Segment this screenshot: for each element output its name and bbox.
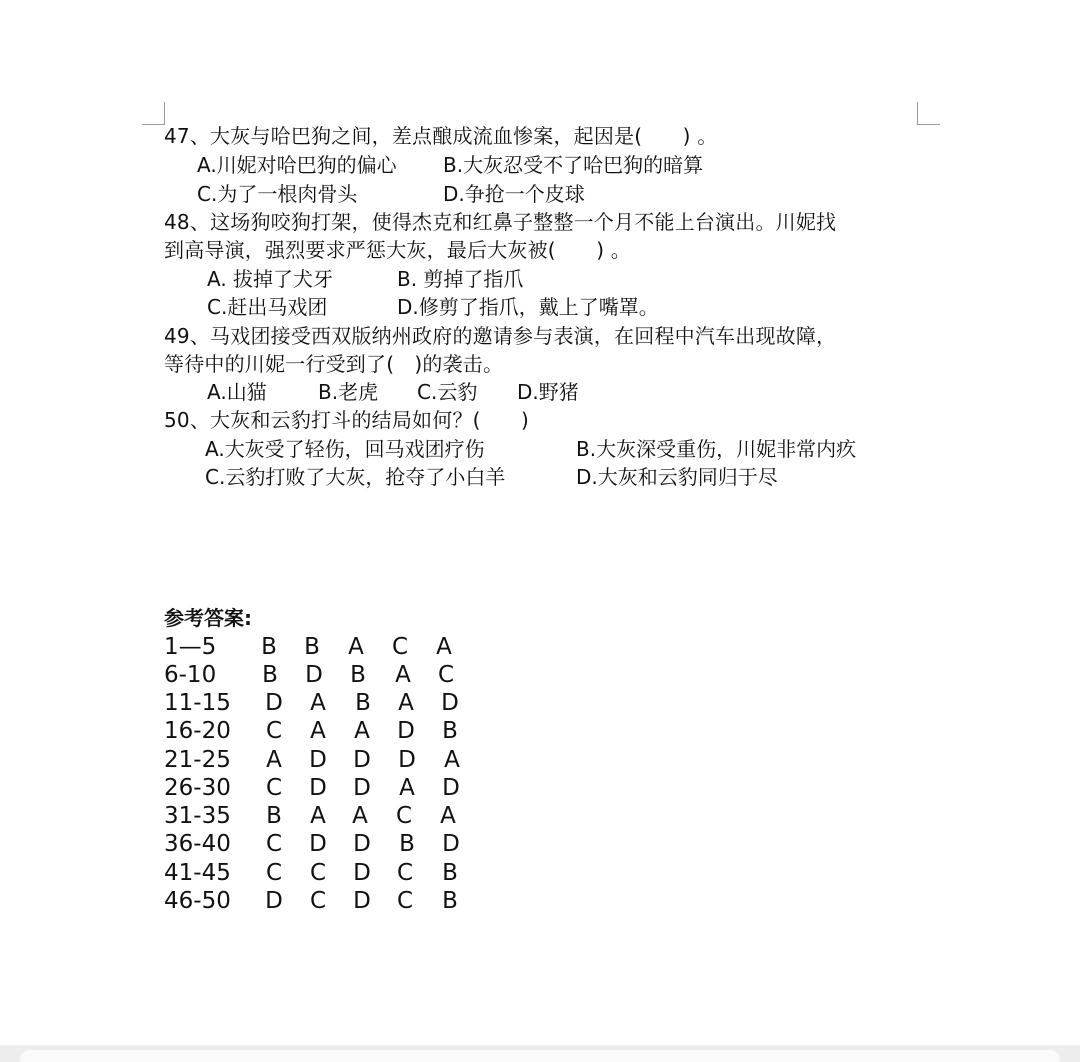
margin-corner-mark-right (917, 102, 940, 125)
answer-letter: A (354, 718, 370, 744)
answer-letter: B (442, 888, 458, 914)
bottom-panel-edge (20, 1050, 1060, 1062)
answer-letter: C (265, 831, 283, 857)
answer-key-title: 参考答案: (164, 606, 252, 630)
answer-range: 21-25 (164, 747, 231, 773)
answer-letter: C (309, 860, 327, 886)
answer-letter: C (395, 803, 413, 829)
answer-letter: C (265, 775, 283, 801)
answer-letter: A (310, 690, 326, 716)
answer-letter: B (304, 634, 320, 660)
question-49-option-b: B.老虎 (318, 380, 379, 404)
question-49-option-d: D.野猪 (517, 380, 579, 404)
answer-range: 26-30 (164, 775, 231, 801)
answer-letter: D (309, 831, 327, 857)
answer-letter: B (261, 634, 277, 660)
answer-letter: A (310, 803, 326, 829)
question-47-option-b: B.大灰忍受不了哈巴狗的暗算 (443, 153, 704, 177)
question-49-stem-line-1: 49、马戏团接受西双版纳州政府的邀请参与表演，在回程中汽车出现故障， (164, 324, 837, 348)
answer-letter: D (309, 775, 327, 801)
question-49-stem-line-2: 等待中的川妮一行受到了( )的袭击。 (164, 352, 504, 376)
answer-letter: C (396, 860, 414, 886)
answer-letter: D (353, 860, 371, 886)
answer-letter: C (391, 634, 409, 660)
question-47-option-d: D.争抢一个皮球 (443, 182, 585, 206)
answer-letter: D (305, 662, 323, 688)
question-48-option-b: B. 剪掉了指爪 (397, 267, 524, 291)
question-48-stem-line-1: 48、这场狗咬狗打架，使得杰克和红鼻子整整一个月不能上台演出。川妮找 (164, 210, 837, 234)
answer-letter: A (399, 775, 415, 801)
question-50-option-d: D.大灰和云豹同归于尽 (576, 465, 778, 489)
question-47-stem: 47、大灰与哈巴狗之间，差点酿成流血惨案，起因是( ) 。 (164, 124, 718, 148)
question-50-stem: 50、大灰和云豹打斗的结局如何？( ) (164, 408, 530, 432)
answer-letter: D (309, 747, 327, 773)
answer-letter: B (399, 831, 415, 857)
answer-range: 6-10 (164, 662, 217, 688)
margin-corner-mark-left (142, 102, 165, 125)
answer-letter: D (442, 775, 460, 801)
answer-letter: D (353, 831, 371, 857)
question-48-option-d: D.修剪了指爪，戴上了嘴罩。 (397, 295, 659, 319)
answer-letter: A (348, 634, 364, 660)
question-48-stem-line-2: 到高导演，强烈要求严惩大灰，最后大灰被( ) 。 (164, 238, 631, 262)
answer-range: 31-35 (164, 803, 231, 829)
question-47-option-a: A.川妮对哈巴狗的偏心 (197, 153, 397, 177)
answer-range: 41-45 (164, 860, 231, 886)
question-50-option-b: B.大灰深受重伤，川妮非常内疚 (576, 437, 857, 461)
answer-letter: A (436, 634, 452, 660)
answer-letter: B (266, 803, 282, 829)
answer-letter: A (266, 747, 282, 773)
answer-letter: B (262, 662, 278, 688)
answer-letter: B (350, 662, 366, 688)
answer-letter: D (353, 888, 371, 914)
answer-letter: D (442, 831, 460, 857)
answer-letter: B (442, 860, 458, 886)
answer-letter: C (265, 718, 283, 744)
answer-letter: B (355, 690, 371, 716)
answer-letter: D (397, 718, 415, 744)
question-49-option-a: A.山猫 (207, 380, 267, 404)
question-48-option-a: A. 拔掉了犬牙 (207, 267, 334, 291)
answer-letter: C (265, 860, 283, 886)
question-48-option-c: C.赶出马戏团 (207, 295, 328, 319)
answer-letter: D (353, 747, 371, 773)
answer-letter: C (437, 662, 455, 688)
answer-range: 11-15 (164, 690, 231, 716)
answer-letter: D (265, 690, 283, 716)
answer-range: 16-20 (164, 718, 231, 744)
answer-letter: D (441, 690, 459, 716)
answer-letter: D (265, 888, 283, 914)
question-50-option-c: C.云豹打败了大灰，抢夺了小白羊 (205, 465, 506, 489)
answer-range: 1—5 (164, 634, 217, 660)
answer-letter: C (396, 888, 414, 914)
question-49-option-c: C.云豹 (417, 380, 478, 404)
answer-letter: B (442, 718, 458, 744)
question-47-option-c: C.为了一根肉骨头 (197, 182, 358, 206)
answer-letter: A (310, 718, 326, 744)
answer-letter: D (353, 775, 371, 801)
answer-range: 36-40 (164, 831, 231, 857)
answer-letter: A (395, 662, 411, 688)
question-50-option-a: A.大灰受了轻伤，回马戏团疗伤 (205, 437, 485, 461)
answer-letter: D (398, 747, 416, 773)
answer-letter: A (444, 747, 460, 773)
answer-letter: A (398, 690, 414, 716)
answer-letter: A (352, 803, 368, 829)
answer-range: 46-50 (164, 888, 231, 914)
answer-letter: C (309, 888, 327, 914)
answer-letter: A (440, 803, 456, 829)
